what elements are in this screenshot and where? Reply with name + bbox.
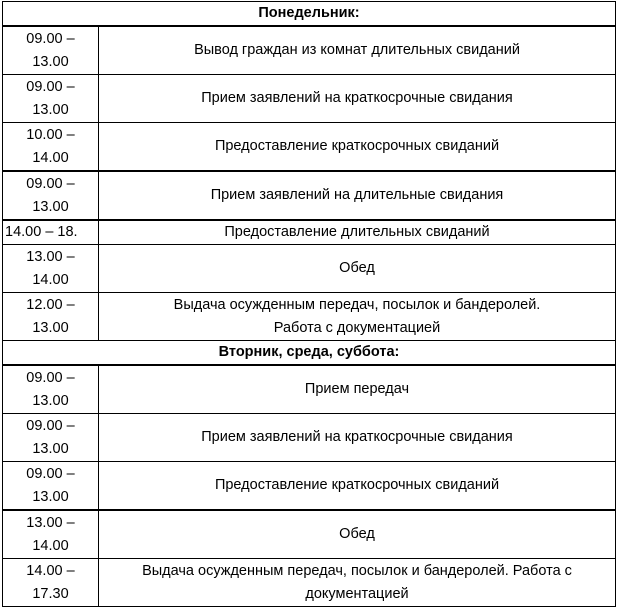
activity-cell: Предоставление длительных свиданий (99, 220, 616, 245)
table-row (3, 510, 616, 559)
schedule-table (2, 1, 616, 607)
time-cell: 14.00 – 17.30 (3, 559, 99, 607)
section-title: Понедельник: (3, 2, 616, 27)
time-cell: 13.00 – 14.00 (3, 510, 99, 559)
time-cell: 09.00 – 13.00 (3, 462, 99, 511)
table-row (3, 171, 616, 220)
time-cell: 09.00 – 13.00 (3, 75, 99, 123)
time-cell: 09.00 – 13.00 (3, 171, 99, 220)
table-row (3, 220, 616, 245)
table-row (3, 462, 616, 511)
time-cell: 10.00 – 14.00 (3, 123, 99, 172)
section-header-tue-wed-sat (3, 341, 616, 366)
time-cell: 09.00 – 13.00 (3, 414, 99, 462)
section-title: Вторник, среда, суббота: (3, 341, 616, 366)
activity-cell: Вывод граждан из комнат длительных свиданий (99, 26, 616, 75)
table-row (3, 365, 616, 414)
time-cell: 09.00 – 13.00 (3, 26, 99, 75)
activity-cell: Прием заявлений на краткосрочные свидания (99, 75, 616, 123)
activity-cell: Предоставление краткосрочных свиданий (99, 462, 616, 511)
table-row (3, 414, 616, 462)
time-cell: 14.00 – 18. (3, 220, 99, 245)
activity-cell: Выдача осужденным передач, посылок и бандеролей. Работа с документацией (99, 559, 616, 607)
activity-cell: Обед (99, 510, 616, 559)
time-cell: 13.00 – 14.00 (3, 245, 99, 293)
table-row (3, 293, 616, 341)
table-row (3, 75, 616, 123)
table-row (3, 123, 616, 172)
time-cell: 12.00 – 13.00 (3, 293, 99, 341)
time-cell: 09.00 – 13.00 (3, 365, 99, 414)
activity-cell: Прием передач (99, 365, 616, 414)
section-header-monday (3, 2, 616, 27)
activity-cell: Выдача осужденным передач, посылок и бандеролей. Работа с документацией (99, 293, 616, 341)
table-row (3, 26, 616, 75)
table-row (3, 245, 616, 293)
activity-cell: Прием заявлений на краткосрочные свидания (99, 414, 616, 462)
activity-cell: Обед (99, 245, 616, 293)
table-row (3, 559, 616, 607)
activity-cell: Прием заявлений на длительные свидания (99, 171, 616, 220)
activity-cell: Предоставление краткосрочных свиданий (99, 123, 616, 172)
